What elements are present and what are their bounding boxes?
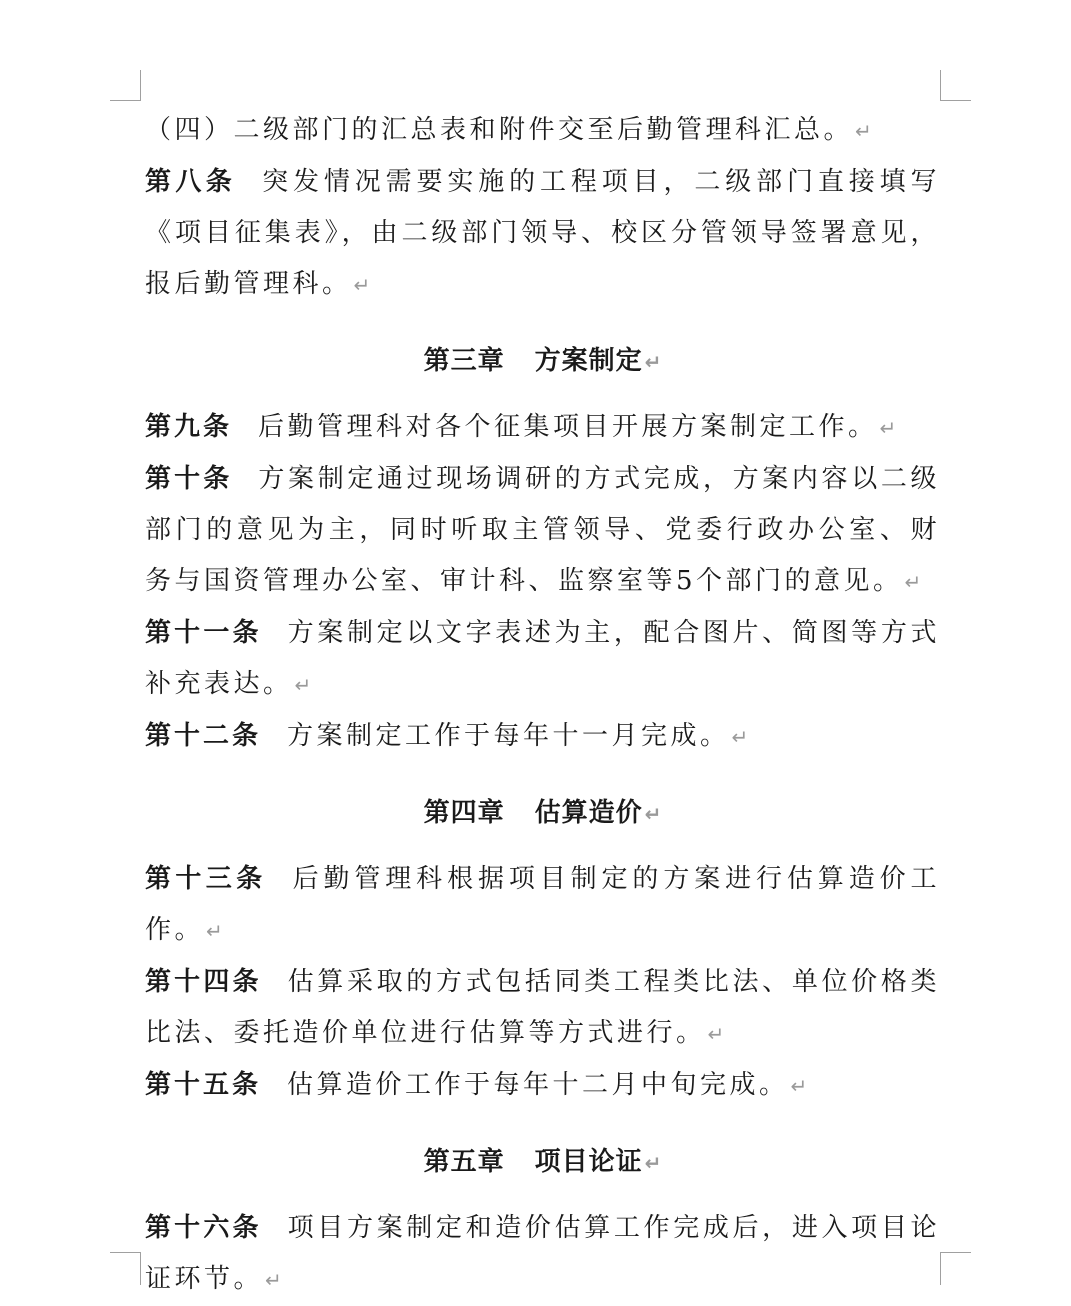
article-text: 估算造价工作于每年十二月中旬完成。 bbox=[287, 1070, 789, 1100]
paragraph-item-4 bbox=[145, 105, 940, 157]
article-label: 第八条 bbox=[145, 167, 237, 197]
paragraph-mark: ↵ bbox=[206, 919, 223, 943]
paragraph-mark: ↵ bbox=[904, 570, 922, 594]
article-14 bbox=[145, 957, 940, 1060]
article-label: 第十六条 bbox=[145, 1213, 262, 1243]
article-13 bbox=[145, 854, 940, 957]
chapter-4-heading bbox=[145, 788, 940, 840]
paragraph-mark: ↵ bbox=[855, 119, 872, 143]
paragraph-mark: ↵ bbox=[644, 1151, 662, 1175]
article-8 bbox=[145, 157, 940, 311]
paragraph-mark: ↵ bbox=[644, 350, 662, 374]
chapter-title: 项目论证 bbox=[534, 1147, 643, 1177]
article-label: 第九条 bbox=[145, 412, 233, 442]
article-text: 突发情况需要实施的工程项目，二级部门直接填写《项目征集表》，由二级部门领导、校区分管领导签署意见，报后勤管理科。 bbox=[145, 167, 940, 299]
chapter-3-heading bbox=[145, 336, 940, 388]
article-text: 方案制定通过现场调研的方式完成，方案内容以二级部门的意见为主，同时听取主管领导、党委行政办公室、财务与国资管理办公室、审计科、监察室等5个部门的意见。 bbox=[145, 464, 940, 596]
article-text: 后勤管理科根据项目制定的方案进行估算造价工作。 bbox=[145, 864, 940, 945]
chapter-title: 估算造价 bbox=[534, 798, 643, 828]
paragraph-mark: ↵ bbox=[353, 273, 371, 297]
article-text: 方案制定以文字表述为主，配合图片、简图等方式补充表达。 bbox=[145, 618, 940, 699]
article-11 bbox=[145, 608, 940, 711]
paragraph-text: （四）二级部门的汇总表和附件交至后勤管理科汇总。 bbox=[145, 115, 854, 145]
corner-mark-top-left bbox=[110, 70, 141, 101]
chapter-number: 第五章 bbox=[423, 1147, 505, 1177]
article-label: 第十条 bbox=[145, 464, 233, 494]
document-body bbox=[145, 105, 940, 1306]
article-9 bbox=[145, 402, 940, 454]
article-12 bbox=[145, 711, 940, 763]
paragraph-mark: ↵ bbox=[265, 1268, 282, 1292]
paragraph-mark: ↵ bbox=[707, 1022, 725, 1046]
corner-mark-bottom-left bbox=[110, 1252, 141, 1285]
article-text: 后勤管理科对各个征集项目开展方案制定工作。 bbox=[258, 412, 878, 442]
chapter-5-heading bbox=[145, 1137, 940, 1189]
paragraph-mark: ↵ bbox=[294, 673, 312, 697]
article-label: 第十一条 bbox=[145, 618, 262, 648]
article-text: 项目方案制定和造价估算工作完成后，进入项目论证环节。 bbox=[145, 1213, 940, 1294]
article-16 bbox=[145, 1203, 940, 1306]
chapter-number: 第四章 bbox=[423, 798, 505, 828]
chapter-number: 第三章 bbox=[423, 346, 505, 376]
article-label: 第十三条 bbox=[145, 864, 267, 894]
corner-mark-bottom-right bbox=[940, 1252, 971, 1285]
article-10 bbox=[145, 454, 940, 608]
paragraph-mark: ↵ bbox=[790, 1074, 808, 1098]
paragraph-mark: ↵ bbox=[879, 416, 897, 440]
corner-mark-top-right bbox=[940, 70, 971, 101]
article-15 bbox=[145, 1060, 940, 1112]
paragraph-mark: ↵ bbox=[644, 802, 662, 826]
article-label: 第十四条 bbox=[145, 967, 262, 997]
article-label: 第十二条 bbox=[145, 721, 262, 751]
article-text: 方案制定工作于每年十一月完成。 bbox=[287, 721, 730, 751]
chapter-title: 方案制定 bbox=[534, 346, 643, 376]
article-label: 第十五条 bbox=[145, 1070, 262, 1100]
article-text: 估算采取的方式包括同类工程类比法、单位价格类比法、委托造价单位进行估算等方式进行。 bbox=[145, 967, 940, 1048]
paragraph-mark: ↵ bbox=[731, 725, 749, 749]
